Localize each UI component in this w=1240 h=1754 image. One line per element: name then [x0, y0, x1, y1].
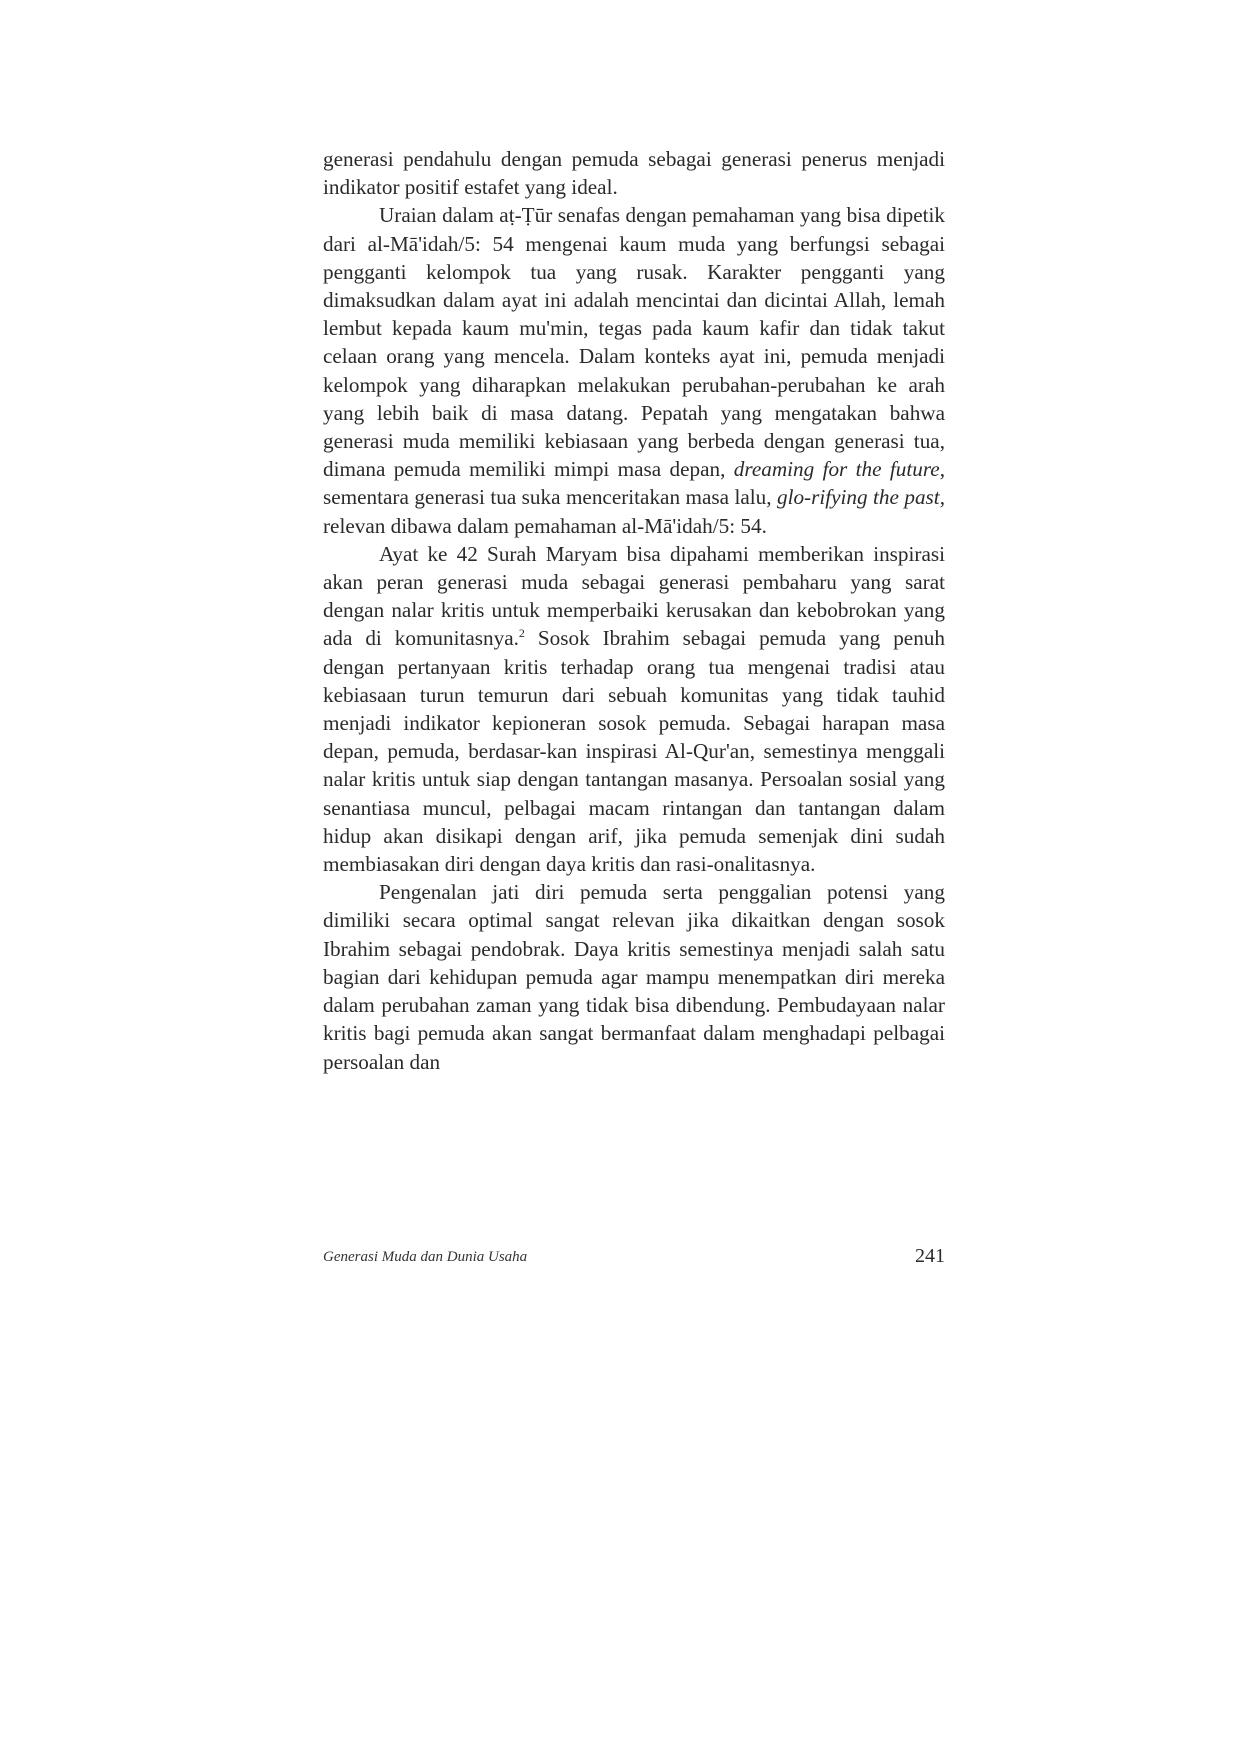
- paragraph-1-text: generasi pendahulu dengan pemuda sebagai generasi penerus menjadi indikator positif estafet yang ideal.: [323, 147, 945, 200]
- footnote-reference: 2: [518, 626, 525, 641]
- paragraph-2-text-b: , sementara generasi tua suka menceritakan masa lalu,: [323, 457, 946, 510]
- paragraph-4: [323, 878, 945, 1075]
- page-body: [323, 145, 945, 1076]
- paragraph-2-text-a: Uraian dalam aṭ-Ṭūr senafas dengan pemahaman yang bisa dipetik dari al-Mā'idah/5: 54 mengenai kaum muda yang berfungsi sebagai pengganti kelompok tua yang rusak. Karakter pengganti yang dimaksudkan dalam ayat ini adalah mencintai dan dicintai Allah, lemah lembut kepada kaum mu'min, tegas pada kaum kafir dan tidak takut celaan orang yang mencela. Dalam konteks ayat ini, pemuda menjadi kelompok yang diharapkan melakukan perubahan-perubahan ke arah yang lebih baik di masa datang. Pepatah yang mengatakan bahwa generasi muda memiliki kebiasaan yang berbeda dengan generasi tua, dimana pemuda memiliki mimpi masa depan,: [323, 203, 945, 482]
- paragraph-2: [323, 201, 945, 539]
- running-footer-title: Generasi Muda dan Dunia Usaha: [323, 1249, 528, 1265]
- italic-phrase-dreaming-for-the-future: dreaming for the future: [733, 457, 940, 482]
- paragraph-3: [323, 540, 945, 878]
- paragraph-2-text-c: , relevan dibawa dalam pemahaman al-Mā'idah/5: 54.: [323, 485, 945, 538]
- paragraph-3-text-a: Ayat ke 42 Surah Maryam bisa dipahami memberikan inspirasi akan peran generasi muda sebagai generasi pembaharu yang sarat dengan nalar kritis untuk memperbaiki kerusakan dan kebobrokan yang ada di komunitasnya.: [323, 541, 945, 651]
- italic-phrase-glorifying-the-past: glo-rifying the past: [776, 485, 940, 510]
- paragraph-3-text-b: Sosok Ibrahim sebagai pemuda yang penuh dengan pertanyaan kritis terhadap orang tua mengenai tradisi atau kebiasaan turun temurun dari sebuah komunitas yang tidak tauhid menjadi indikator kepioneran sosok pemuda. Sebagai harapan masa depan, pemuda, berdasar-kan inspirasi Al-Qur'an, semestinya menggali nalar kritis untuk siap dengan tantangan masanya. Persoalan sosial yang senantiasa muncul, pelbagai macam rintangan dan tantangan dalam hidup akan disikapi dengan arif, jika pemuda semenjak dini sudah membiasakan diri dengan daya kritis dan rasi-onalitasnya.: [323, 626, 945, 877]
- paragraph-4-text: Pengenalan jati diri pemuda serta penggalian potensi yang dimiliki secara optimal sangat relevan jika dikaitkan dengan sosok Ibrahim sebagai pendobrak. Daya kritis semestinya menjadi salah satu bagian dari kehidupan pemuda agar mampu menempatkan diri mereka dalam perubahan zaman yang tidak bisa dibendung. Pembudayaan nalar kritis bagi pemuda akan sangat bermanfaat dalam menghadapi pelbagai persoalan dan: [323, 880, 945, 1074]
- paragraph-1: [323, 145, 945, 201]
- page-number: 241: [915, 1245, 945, 1267]
